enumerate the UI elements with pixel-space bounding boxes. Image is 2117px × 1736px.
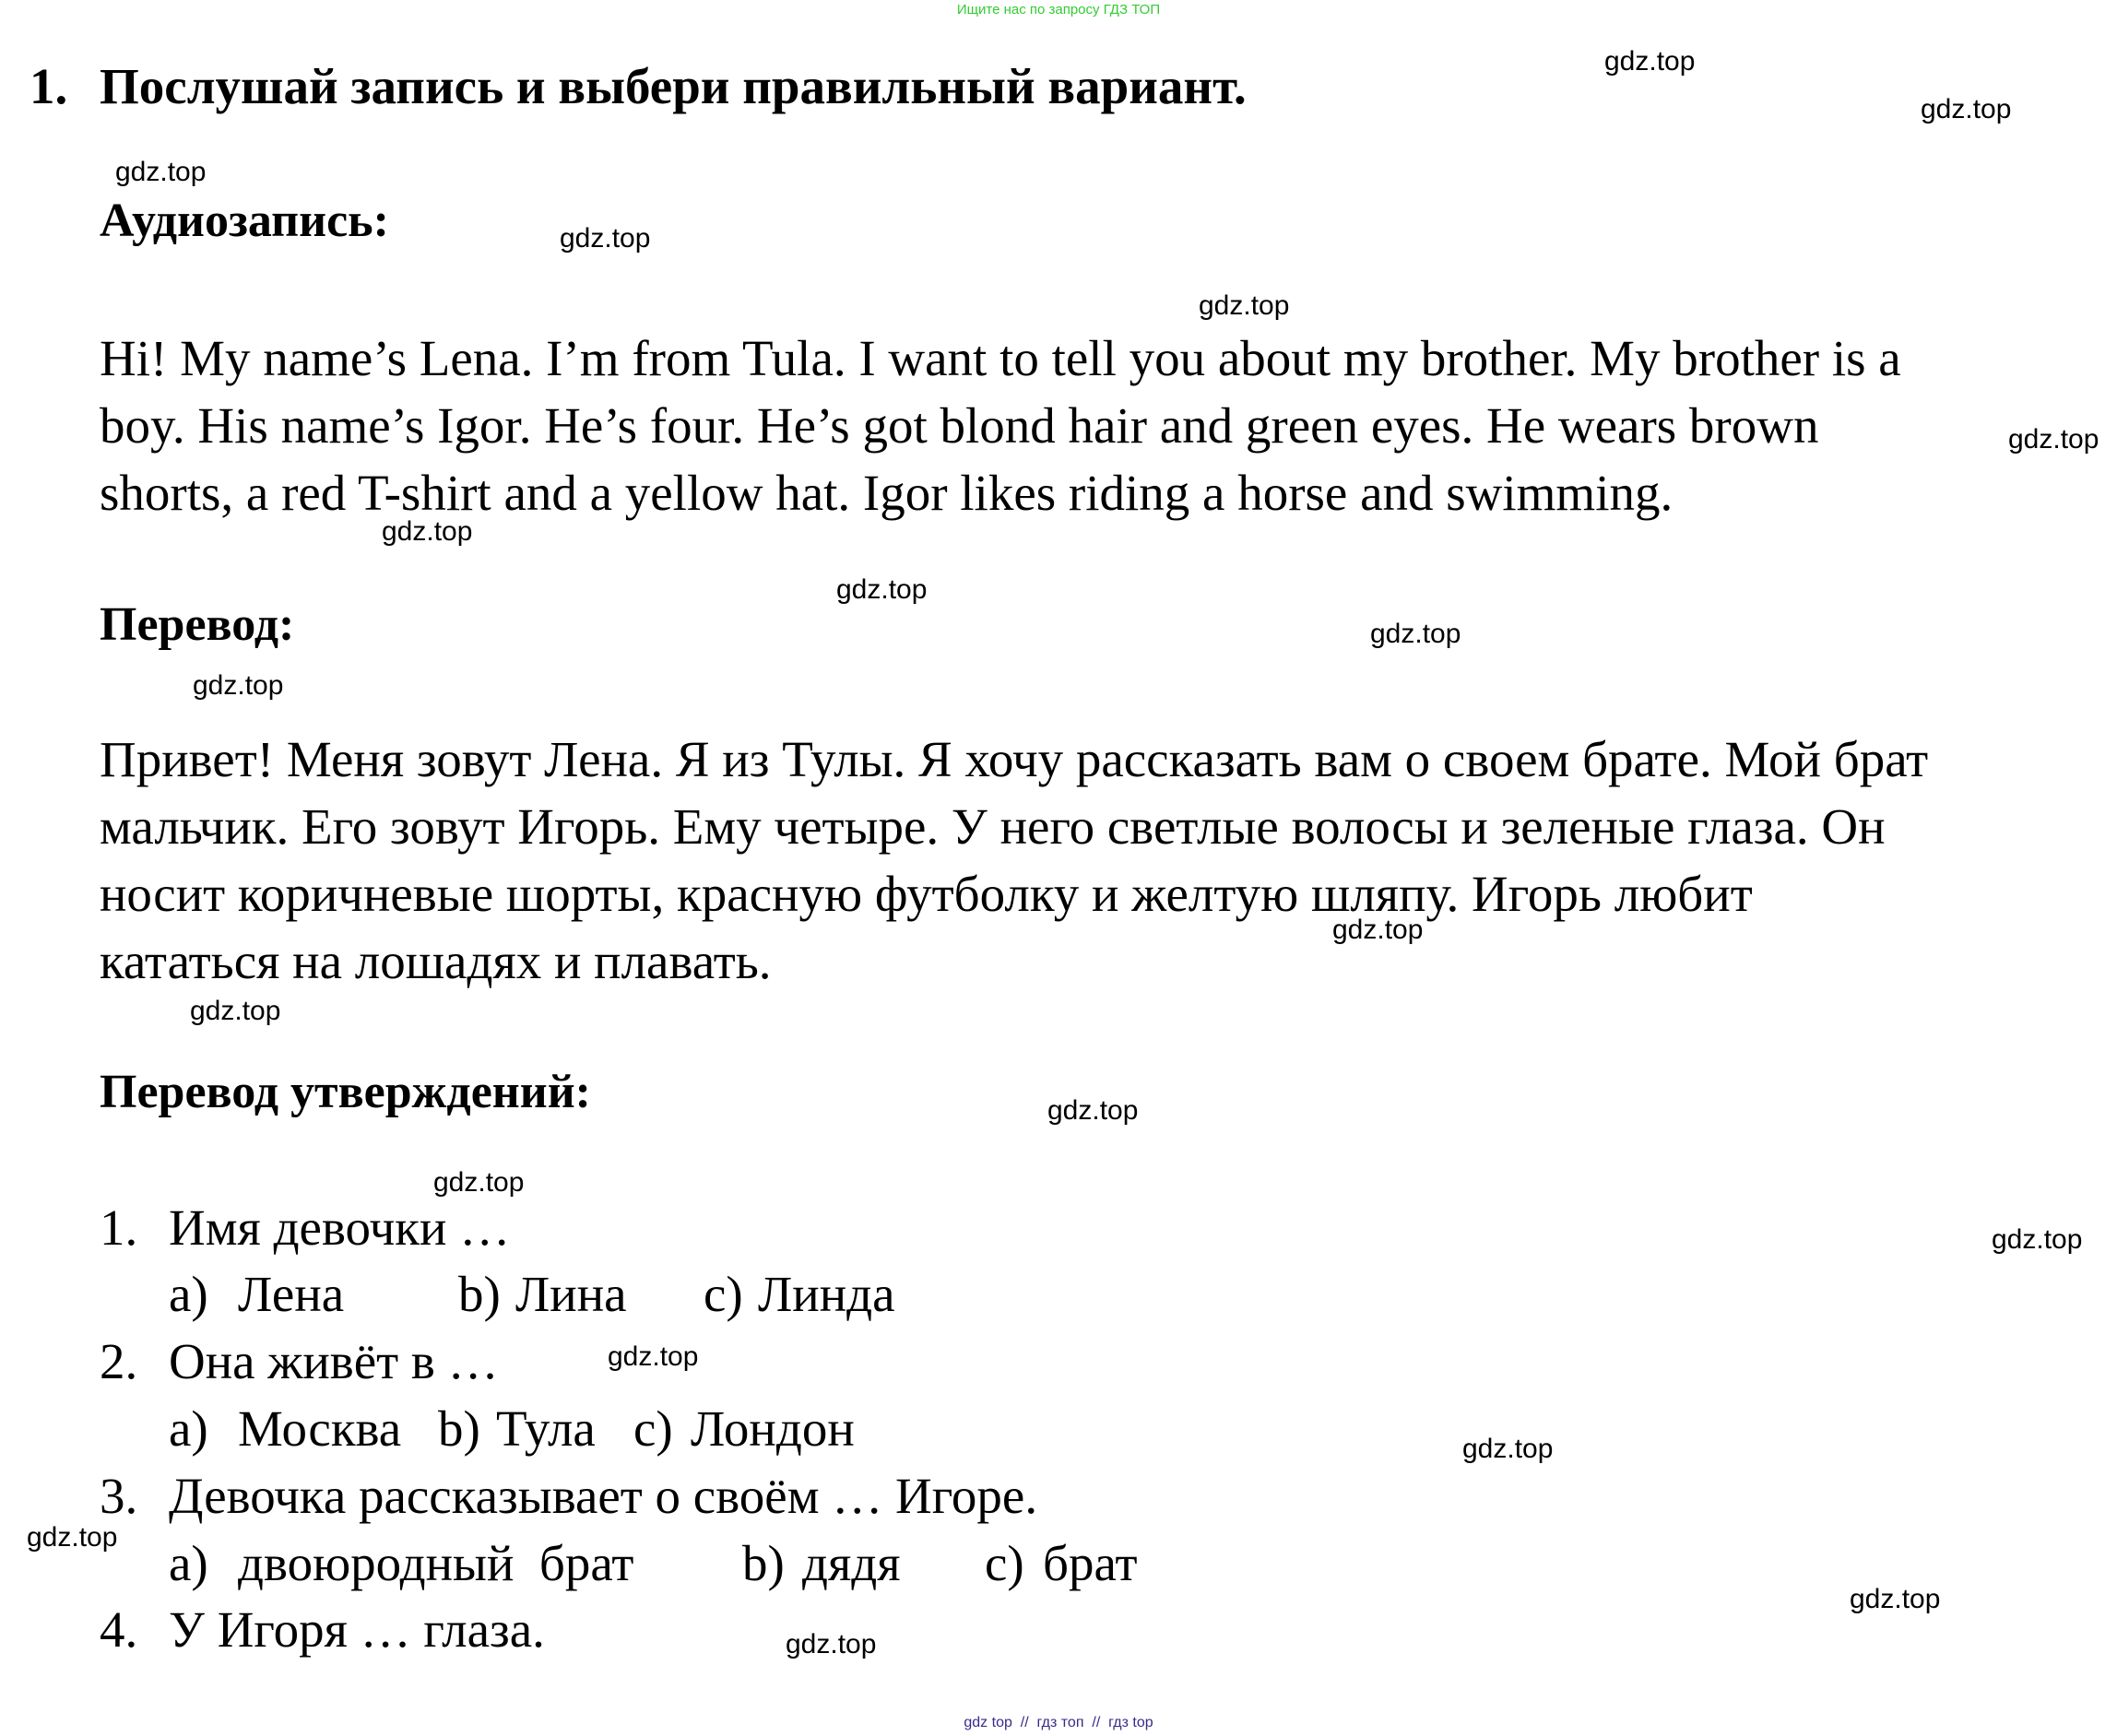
watermark: gdz.top	[1462, 1434, 1554, 1464]
option-text: Москва	[238, 1400, 402, 1457]
watermark: gdz.top	[1199, 290, 1290, 321]
option-text: дядя	[802, 1535, 901, 1591]
footer: gdz top // гдз топ // гдз top	[964, 1715, 1153, 1730]
option-label: b)	[742, 1535, 785, 1591]
watermark: gdz.top	[1850, 1584, 1941, 1614]
watermark: gdz.top	[1992, 1224, 2083, 1255]
watermark: gdz.top	[27, 1522, 118, 1553]
statement-text: Имя девочки …	[169, 1199, 511, 1256]
watermark: gdz.top	[1370, 619, 1461, 649]
top-banner: Ищите нас по запросу ГДЗ ТОП	[956, 2, 1161, 18]
option-text: Линда	[758, 1266, 895, 1322]
option-label: c)	[633, 1400, 673, 1457]
statement-number: 4.	[100, 1601, 138, 1658]
statement-number: 3.	[100, 1468, 138, 1524]
translation-line: Привет! Меня зовут Лена. Я из Тулы. Я хочу рассказать вам о своем брате. Мой брат	[100, 731, 1929, 787]
option-label: a)	[169, 1535, 208, 1591]
watermark: gdz.top	[786, 1629, 877, 1659]
translation-line: мальчик. Его зовут Игорь. Ему четыре. У него светлые волосы и зеленые глаза. Он	[100, 798, 1886, 855]
statement-number: 1.	[100, 1199, 138, 1256]
watermark: gdz.top	[382, 516, 473, 547]
option-label: c)	[985, 1535, 1024, 1591]
option-text: Тула	[496, 1400, 596, 1457]
audio-line: boy. His name’s Igor. He’s four. He’s got blond hair and green eyes. He wears brown	[100, 397, 1819, 454]
option-text: брат	[1043, 1535, 1138, 1591]
option-label: a)	[169, 1400, 208, 1457]
translation-line: носит коричневые шорты, красную футболку и желтую шляпу. Игорь любит	[100, 866, 1753, 922]
audio-line: shorts, a red T-shirt and a yellow hat. Igor likes riding a horse and swimming.	[100, 465, 1673, 521]
option-label: a)	[169, 1266, 208, 1322]
option-text: двоюродный брат	[238, 1535, 634, 1591]
option-label: b)	[438, 1400, 480, 1457]
task-number: 1.	[30, 58, 68, 114]
watermark: gdz.top	[1604, 46, 1696, 77]
watermark: gdz.top	[836, 574, 928, 605]
watermark: gdz.top	[1047, 1095, 1139, 1126]
watermark: gdz.top	[193, 670, 284, 701]
watermark: gdz.top	[190, 996, 281, 1026]
option-text: Лина	[515, 1266, 627, 1322]
audio-heading: Аудиозапись:	[100, 195, 389, 247]
option-label: b)	[458, 1266, 501, 1322]
translation-heading: Перевод:	[100, 598, 295, 651]
translation-line: кататься на лошадях и плавать.	[100, 933, 772, 989]
audio-line: Hi! My name’s Lena. I’m from Tula. I want to tell you about my brother. My brother is a	[100, 330, 1901, 386]
watermark: gdz.top	[433, 1167, 525, 1198]
option-text: Лена	[238, 1266, 345, 1322]
translation-text	[100, 726, 2082, 995]
watermark: gdz.top	[1921, 94, 2012, 124]
statement-text: Она живёт в …	[169, 1333, 499, 1389]
watermark: gdz.top	[115, 157, 207, 187]
statement-text: Девочка рассказывает о своём … Игоре.	[169, 1468, 1038, 1524]
watermark: gdz.top	[608, 1341, 699, 1372]
watermark: gdz.top	[560, 223, 651, 254]
watermark: gdz.top	[2008, 424, 2099, 455]
task-title: Послушай запись и выбери правильный вариант.	[100, 58, 1247, 114]
statements-heading: Перевод утверждений:	[100, 1066, 591, 1118]
audio-text	[100, 325, 2082, 526]
statement-number: 2.	[100, 1333, 138, 1389]
watermark: gdz.top	[1332, 915, 1424, 945]
option-text: Лондон	[691, 1400, 855, 1457]
statement-text: У Игоря … глаза.	[169, 1601, 545, 1658]
option-label: c)	[704, 1266, 743, 1322]
